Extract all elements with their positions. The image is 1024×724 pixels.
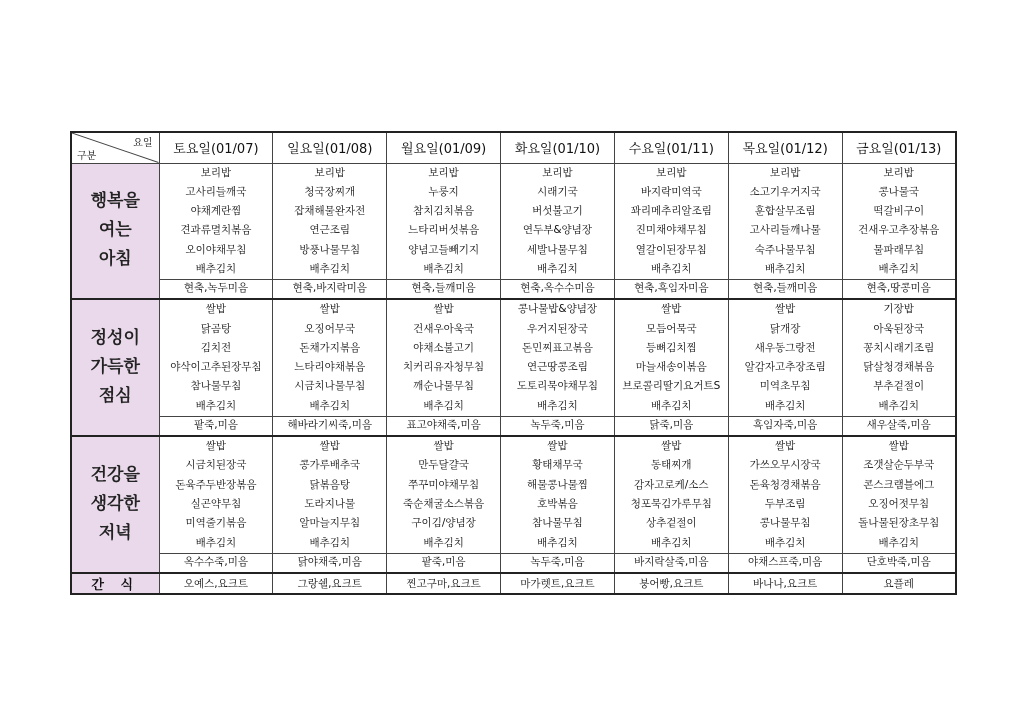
meal-cell — [387, 299, 501, 436]
dish-item: 쌀밥 — [433, 303, 454, 316]
dish-item: 배추김치 — [423, 399, 464, 412]
dish-item: 쌀밥 — [433, 440, 454, 453]
dish-item: 배추김치 — [423, 536, 464, 549]
dinner-label — [71, 436, 159, 573]
dish-item: 새우동그랑전 — [754, 341, 816, 354]
dish-item: 도라지나물 — [304, 497, 356, 510]
dish-item: 배추김치 — [651, 536, 692, 549]
meal-body — [71, 163, 956, 594]
dish-item: 건새우고추장볶음 — [858, 224, 940, 237]
dish-item: 쌀밥 — [319, 440, 340, 453]
dish-item: 미역줄기볶음 — [185, 517, 247, 530]
dish-item: 황태채무국 — [532, 459, 583, 472]
dish-item: 잡채해물완자전 — [294, 205, 366, 218]
dish-item: 양념고들빼기지 — [408, 243, 480, 256]
dish-item: 배추김치 — [195, 399, 237, 412]
dish-item: 등뼈김치찜 — [645, 341, 697, 354]
dish-item: 콘스크램블에그 — [863, 478, 935, 491]
porridge-item: 현축,녹두미음 — [160, 279, 273, 298]
dish-item: 미역초무침 — [759, 380, 811, 393]
dish-item: 야삭이고추된장무침 — [170, 361, 262, 374]
dish-item: 배추김치 — [309, 536, 351, 549]
dish-item: 감자고로케/소스 — [634, 478, 709, 491]
meal-cell — [614, 436, 728, 573]
dish-item: 배추김치 — [651, 262, 692, 275]
dish-item: 알마늘지무침 — [299, 517, 361, 530]
dish-item: 느타리버섯볶음 — [408, 224, 480, 237]
dish-item: 가쓰오무시장국 — [749, 459, 821, 472]
porridge-item: 닭죽,미음 — [615, 416, 728, 435]
porridge-item: 흑임자죽,미음 — [729, 416, 842, 435]
dish-item: 시금치나물무침 — [294, 380, 366, 393]
dish-item: 배추김치 — [764, 536, 806, 549]
meal-label-line: 저녁 — [98, 522, 132, 543]
porridge-item: 녹두죽,미음 — [501, 416, 614, 435]
porridge-item: 팥죽,미음 — [387, 553, 500, 572]
dish-item: 연두부&양념장 — [522, 224, 592, 237]
dish-item: 죽순채굴소스볶음 — [403, 497, 485, 510]
meal-cell — [159, 163, 273, 299]
dish-item: 참나물무침 — [532, 517, 583, 530]
day-header: 목요일(01/12) — [728, 132, 842, 163]
day-header: 월요일(01/09) — [387, 132, 501, 163]
weekly-menu-table — [70, 131, 957, 595]
porridge-item: 현축,들깨미음 — [729, 279, 842, 298]
dish-item: 배추김치 — [764, 262, 806, 275]
dish-item: 김치전 — [200, 341, 232, 354]
meal-cell — [614, 163, 728, 299]
dish-item: 배추김치 — [195, 262, 237, 275]
dish-item: 쌀밥 — [661, 303, 682, 316]
dish-item: 배추김치 — [651, 399, 692, 412]
snack-cell: 요플레 — [842, 573, 956, 594]
porridge-item: 야채스프죽,미음 — [729, 553, 842, 572]
dish-item: 꽁치시래기조림 — [863, 341, 935, 354]
meal-cell — [159, 299, 273, 436]
dish-item: 오이야채무침 — [185, 243, 247, 256]
porridge-item: 현축,바지락미음 — [273, 279, 386, 298]
lunch-label — [71, 299, 159, 436]
dish-item: 꽈리메추리알조림 — [630, 205, 712, 218]
meal-label-line: 정성이 — [90, 328, 140, 349]
dish-item: 콩나물밥&양념장 — [517, 303, 598, 316]
dish-item: 배추김치 — [309, 262, 351, 275]
dish-item: 실곤약무침 — [190, 497, 242, 510]
snack-cell: 찐고구마,요크트 — [387, 573, 501, 594]
dish-item: 배추김치 — [878, 399, 920, 412]
dish-item: 모듬어묵국 — [645, 322, 697, 335]
dish-item: 쌀밥 — [205, 303, 227, 316]
dish-item: 닭곰탕 — [200, 322, 232, 335]
porridge-item: 표고야채죽,미음 — [387, 416, 500, 435]
dish-item: 두부조림 — [764, 497, 806, 510]
dish-item: 닭개장 — [769, 322, 801, 335]
dish-item: 야채소불고기 — [413, 341, 475, 354]
dish-item: 보리밥 — [769, 166, 801, 179]
day-header: 화요일(01/10) — [501, 132, 615, 163]
dish-item: 건새우아욱국 — [413, 322, 475, 335]
dish-item: 해물콩나물찜 — [527, 478, 588, 491]
dish-item: 배추김치 — [537, 536, 578, 549]
dish-item: 깨순나물무침 — [413, 380, 475, 393]
meal-label-line: 가득한 — [90, 357, 140, 378]
dish-item: 방풍나물무침 — [299, 243, 361, 256]
day-header: 토요일(01/07) — [159, 132, 273, 163]
dish-item: 조갯살순두부국 — [863, 459, 935, 472]
porridge-item: 현축,옥수수미음 — [501, 279, 614, 298]
dish-item: 쭈꾸미야채무침 — [408, 478, 480, 491]
dish-item: 고사리들깨나물 — [749, 224, 821, 237]
dish-item: 닭볶음탕 — [309, 478, 351, 491]
dish-item: 배추김치 — [423, 262, 464, 275]
dish-item: 배추김치 — [537, 262, 578, 275]
day-header: 일요일(01/08) — [273, 132, 387, 163]
dish-item: 소고기우거지국 — [749, 185, 821, 198]
dish-item: 고사리들깨국 — [185, 185, 247, 198]
corner-day-label: 요일 — [133, 138, 153, 149]
snack-cell: 붕어빵,요크트 — [614, 573, 728, 594]
snack-cell: 그랑쉘,요크트 — [273, 573, 387, 594]
dish-item: 쌀밥 — [774, 440, 796, 453]
dish-item: 돈육주두반장볶음 — [175, 478, 257, 491]
dish-item: 연근땅콩조림 — [527, 361, 588, 374]
dish-item: 떡갈비구이 — [873, 205, 925, 218]
dish-item: 쌀밥 — [774, 303, 796, 316]
dish-item: 견과류멸치볶음 — [180, 224, 252, 237]
meal-cell — [159, 436, 273, 573]
dish-item: 호박볶음 — [537, 497, 578, 510]
dish-item: 마늘새송이볶음 — [635, 361, 707, 374]
porridge-item: 새우살죽,미음 — [843, 416, 955, 435]
meal-label-line: 점심 — [98, 386, 132, 407]
porridge-item: 닭야채죽,미음 — [273, 553, 386, 572]
dish-item: 배추김치 — [878, 262, 920, 275]
lunch-row — [71, 299, 956, 436]
dish-item: 쌀밥 — [888, 440, 909, 453]
porridge-item: 단호박죽,미음 — [843, 553, 955, 572]
dish-item: 보리밥 — [200, 166, 232, 179]
porridge-item: 바지락살죽,미음 — [615, 553, 728, 572]
dish-item: 콩나물무침 — [759, 517, 811, 530]
day-header: 수요일(01/11) — [614, 132, 728, 163]
dish-item: 열갈이된장무침 — [635, 243, 707, 256]
snack-cell: 오예스,요크트 — [159, 573, 273, 594]
meal-cell — [387, 436, 501, 573]
dish-item: 배추김치 — [878, 536, 920, 549]
dish-item: 쌀밥 — [319, 303, 340, 316]
meal-cell — [614, 299, 728, 436]
snack-cell: 바나나,요크트 — [728, 573, 842, 594]
dish-item: 야채계란찜 — [190, 205, 242, 218]
dish-item: 훈합살무조림 — [754, 205, 816, 218]
dish-item: 청국장찌개 — [304, 185, 356, 198]
meal-cell — [273, 299, 387, 436]
snack-cell: 마가렛트,요크트 — [501, 573, 615, 594]
dish-item: 시래기국 — [537, 185, 578, 198]
dish-item: 브로콜리딸기요거트S — [622, 380, 721, 393]
dish-item: 상추겉절이 — [645, 517, 697, 530]
meal-cell — [501, 163, 615, 299]
dish-item: 치커리유자청무침 — [403, 361, 485, 374]
meal-cell — [842, 299, 956, 436]
meal-label-line: 건강을 — [90, 464, 140, 485]
dinner-row — [71, 436, 956, 573]
meal-cell — [842, 436, 956, 573]
breakfast-row — [71, 163, 956, 299]
meal-cell — [273, 436, 387, 573]
dish-item: 참나물무침 — [190, 380, 242, 393]
dish-item: 바지락미역국 — [640, 185, 702, 198]
meal-cell — [273, 163, 387, 299]
dish-item: 닭살청경채볶음 — [863, 361, 935, 374]
dish-item: 만두달걀국 — [418, 459, 469, 472]
dish-item: 알감자고추장조림 — [744, 361, 826, 374]
dish-item: 쌀밥 — [547, 440, 568, 453]
dish-item: 돌나물된장초무침 — [858, 517, 940, 530]
meal-label-line: 아침 — [98, 249, 132, 270]
corner-header — [71, 132, 159, 163]
meal-label-line: 여는 — [98, 220, 132, 241]
porridge-item: 현축,들깨미음 — [387, 279, 500, 298]
dish-item: 누룽지 — [428, 185, 459, 198]
dish-item: 느타리야채볶음 — [294, 361, 366, 374]
dish-item: 시금치된장국 — [185, 459, 247, 472]
dish-item: 기장밥 — [883, 303, 914, 316]
day-header-row — [71, 132, 956, 163]
meal-cell — [728, 163, 842, 299]
dish-item: 콩나물국 — [878, 185, 920, 198]
dish-item: 구이김/양념장 — [411, 517, 476, 530]
dish-item: 부추겉절이 — [873, 380, 925, 393]
dish-item: 쌀밥 — [205, 440, 227, 453]
dish-item: 배추김치 — [309, 399, 351, 412]
meal-cell — [728, 436, 842, 573]
dish-item: 도토리묵야채무침 — [516, 380, 599, 393]
dish-item: 버섯불고기 — [532, 205, 583, 218]
meal-cell — [501, 299, 615, 436]
dish-item: 오징어무국 — [304, 322, 356, 335]
meal-cell — [842, 163, 956, 299]
dish-item: 연근조림 — [309, 224, 351, 237]
dish-item: 배추김치 — [537, 399, 578, 412]
dish-item: 아욱된장국 — [873, 322, 925, 335]
corner-category-label: 구분 — [77, 150, 97, 162]
dish-item: 보리밥 — [314, 166, 345, 179]
dish-item: 동태찌개 — [651, 459, 692, 472]
porridge-item: 해바라기씨죽,미음 — [273, 416, 386, 435]
dish-item: 보리밥 — [883, 166, 914, 179]
dish-item: 보리밥 — [542, 166, 573, 179]
dish-item: 숙주나물무침 — [754, 243, 816, 256]
dish-item: 보리밥 — [428, 166, 459, 179]
snack-row — [71, 573, 956, 594]
dish-item: 진미채야채무침 — [635, 224, 707, 237]
dish-item: 쌀밥 — [661, 440, 682, 453]
snack-label: 간 식 — [71, 573, 159, 594]
dish-item: 보리밥 — [656, 166, 687, 179]
dish-item: 돈육청경채볶음 — [749, 478, 821, 491]
porridge-item: 팥죽,미음 — [160, 416, 273, 435]
meal-label-line: 행복을 — [90, 191, 140, 212]
breakfast-label — [71, 163, 159, 299]
dish-item: 우거지된장국 — [527, 322, 588, 335]
dish-item: 돈채가지볶음 — [299, 341, 361, 354]
porridge-item: 현축,땅콩미음 — [843, 279, 955, 298]
dish-item: 오징어젓무침 — [868, 497, 930, 510]
day-header: 금요일(01/13) — [842, 132, 956, 163]
porridge-item: 옥수수죽,미음 — [160, 553, 273, 572]
dish-item: 물파래무침 — [873, 243, 925, 256]
dish-item: 콩가루배추국 — [299, 459, 361, 472]
meal-cell — [387, 163, 501, 299]
meal-cell — [501, 436, 615, 573]
dish-item: 돈민찌표고볶음 — [521, 341, 593, 354]
dish-item: 세발나물무침 — [527, 243, 588, 256]
dish-item: 배추김치 — [764, 399, 806, 412]
porridge-item: 녹두죽,미음 — [501, 553, 614, 572]
dish-item: 배추김치 — [195, 536, 237, 549]
dish-item: 청포묵김가루무침 — [630, 497, 712, 510]
porridge-item: 현축,흑임자미음 — [615, 279, 728, 298]
dish-item: 참치김치볶음 — [413, 205, 475, 218]
meal-cell — [728, 299, 842, 436]
meal-label-line: 생각한 — [90, 493, 140, 514]
